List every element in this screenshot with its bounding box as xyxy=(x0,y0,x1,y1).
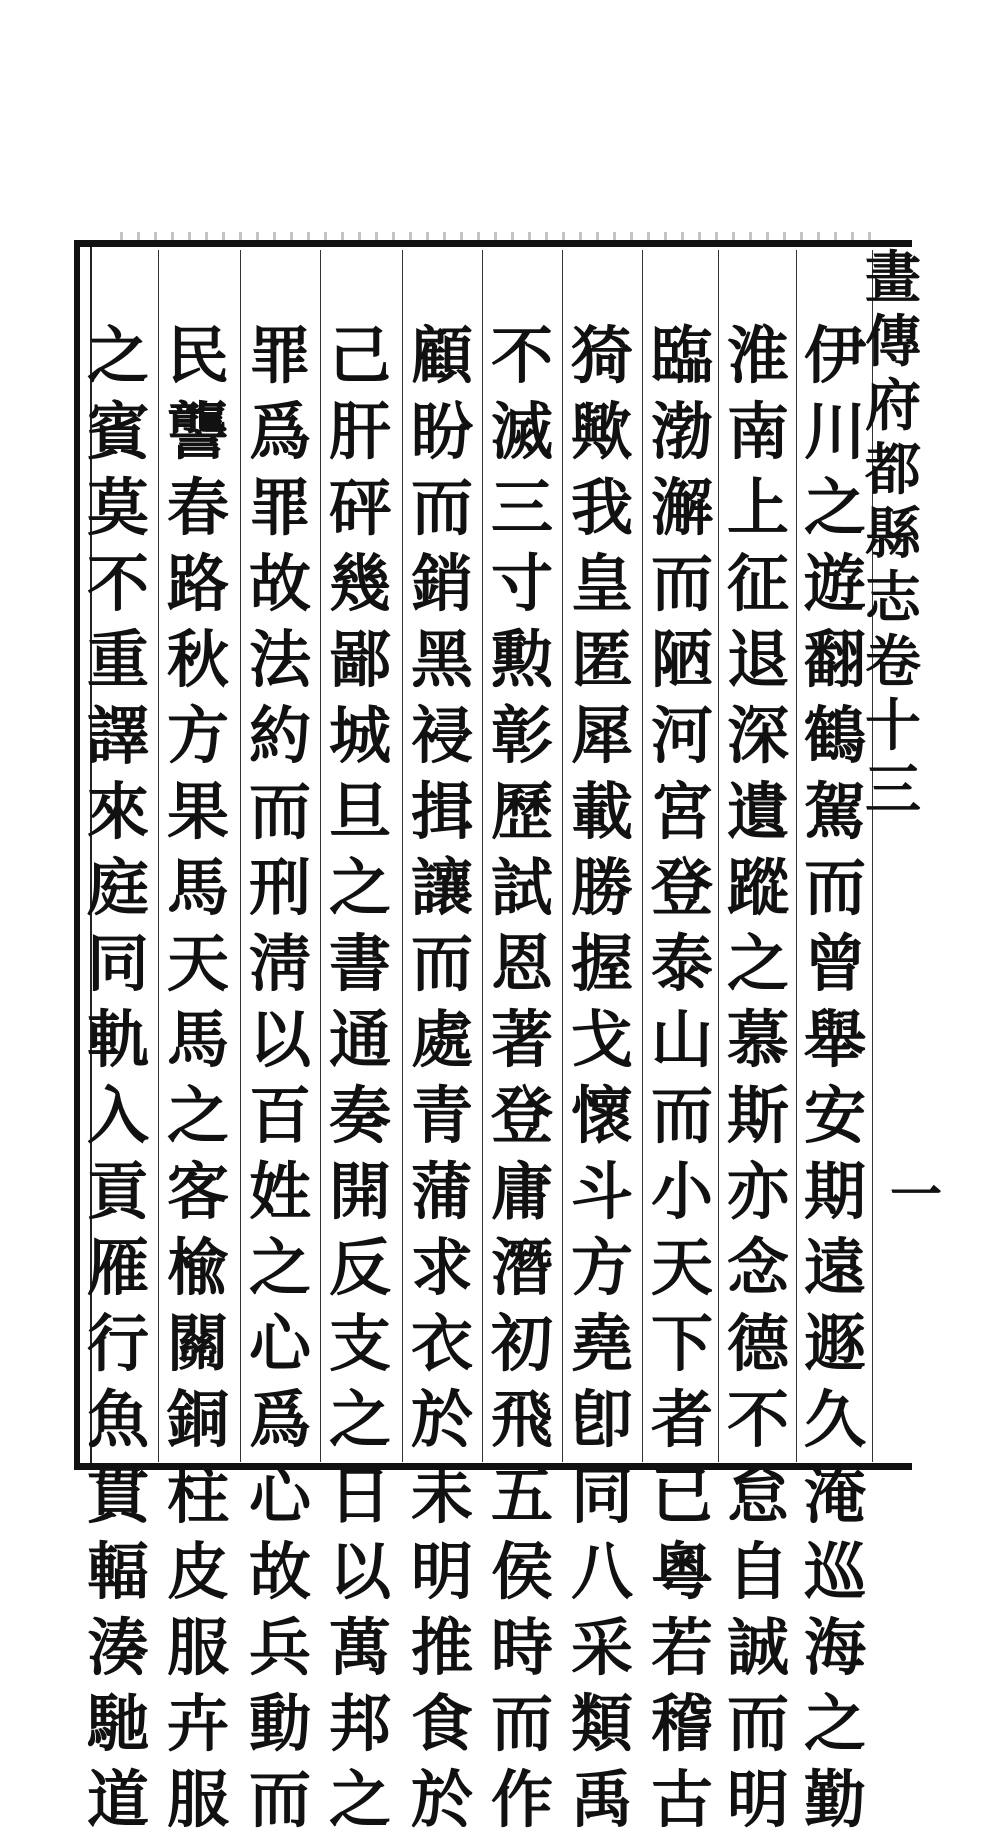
glyph: 遠 xyxy=(803,1231,866,1304)
glyph: 來 xyxy=(86,775,149,848)
glyph: 著 xyxy=(490,1003,553,1076)
glyph: 臨 xyxy=(650,319,713,392)
glyph: 類 xyxy=(570,1687,633,1760)
glyph: 淮 xyxy=(726,319,789,392)
glyph: 之 xyxy=(328,851,391,924)
glyph: 而 xyxy=(726,1687,789,1760)
glyph: 河 xyxy=(650,699,713,772)
glyph: 心 xyxy=(248,1459,311,1532)
glyph: 不 xyxy=(490,319,553,392)
glyph: 之 xyxy=(248,1231,311,1304)
glyph: 天 xyxy=(650,1231,713,1304)
glyph: 路 xyxy=(166,547,229,620)
top-edge-specks xyxy=(120,232,880,240)
banner-glyph: 十 xyxy=(865,693,921,759)
glyph: 卉 xyxy=(166,1687,229,1760)
glyph: 古 xyxy=(650,1763,713,1836)
glyph: 開 xyxy=(328,1155,391,1228)
glyph: 握 xyxy=(570,927,633,1000)
glyph: 秋 xyxy=(166,623,229,696)
glyph: 而 xyxy=(490,1687,553,1760)
glyph: 書 xyxy=(328,927,391,1000)
glyph: 鶴 xyxy=(803,699,866,772)
glyph: 曾 xyxy=(803,927,866,1000)
banner-glyph: 畫 xyxy=(865,245,921,311)
glyph: 青 xyxy=(410,1079,473,1152)
glyph: 而 xyxy=(803,851,866,924)
glyph: 亦 xyxy=(726,1155,789,1228)
glyph: 飛 xyxy=(490,1383,553,1456)
glyph: 通 xyxy=(328,1003,391,1076)
glyph: 澥 xyxy=(650,471,713,544)
glyph: 輻 xyxy=(86,1535,149,1608)
glyph: 反 xyxy=(328,1231,391,1304)
text-column-5 xyxy=(482,318,562,1838)
glyph: 而 xyxy=(410,471,473,544)
glyph: 同 xyxy=(86,927,149,1000)
glyph: 行 xyxy=(86,1307,149,1380)
glyph: 蒲 xyxy=(410,1155,473,1228)
glyph: 期 xyxy=(803,1155,866,1228)
glyph: 陋 xyxy=(650,623,713,696)
glyph: 泰 xyxy=(650,927,713,1000)
glyph: 禹 xyxy=(570,1763,633,1836)
glyph: 服 xyxy=(166,1763,229,1836)
glyph: 雁 xyxy=(86,1231,149,1304)
glyph: 歷 xyxy=(490,775,553,848)
glyph: 道 xyxy=(86,1763,149,1836)
glyph: 故 xyxy=(248,1535,311,1608)
glyph: 遺 xyxy=(726,775,789,848)
glyph: 戈 xyxy=(570,1003,633,1076)
glyph: 我 xyxy=(570,471,633,544)
glyph: 之 xyxy=(803,1687,866,1760)
banner-glyph: 都 xyxy=(865,437,921,503)
glyph: 約 xyxy=(248,699,311,772)
glyph: 心 xyxy=(248,1307,311,1380)
banner-glyph: 縣 xyxy=(865,501,921,567)
glyph: 銅 xyxy=(166,1383,229,1456)
glyph: 湊 xyxy=(86,1611,149,1684)
glyph: 銷 xyxy=(410,547,473,620)
glyph: 馬 xyxy=(166,1003,229,1076)
glyph: 砰 xyxy=(328,471,391,544)
glyph: 罪 xyxy=(248,471,311,544)
text-column-2 xyxy=(718,318,798,1838)
glyph: 征 xyxy=(726,547,789,620)
banner-title xyxy=(865,245,921,823)
text-column-10 xyxy=(78,318,158,1838)
glyph: 登 xyxy=(490,1079,553,1152)
glyph: 莫 xyxy=(86,471,149,544)
glyph: 天 xyxy=(166,927,229,1000)
glyph: 遊 xyxy=(803,547,866,620)
glyph: 德 xyxy=(726,1307,789,1380)
text-column-7 xyxy=(320,318,400,1838)
glyph: 邦 xyxy=(328,1687,391,1760)
glyph: 堯 xyxy=(570,1307,633,1380)
glyph: 小 xyxy=(650,1155,713,1228)
glyph: 勤 xyxy=(803,1763,866,1836)
glyph: 犀 xyxy=(570,699,633,772)
glyph: 己 xyxy=(328,319,391,392)
glyph: 動 xyxy=(248,1687,311,1760)
glyph: 皇 xyxy=(570,547,633,620)
banner-glyph: 卷 xyxy=(865,629,921,695)
glyph: 未 xyxy=(410,1459,473,1532)
glyph: 鄙 xyxy=(328,623,391,696)
glyph: 盼 xyxy=(410,395,473,468)
glyph: 法 xyxy=(248,623,311,696)
glyph: 求 xyxy=(410,1231,473,1304)
text-column-3 xyxy=(642,318,722,1838)
glyph: 之 xyxy=(328,1763,391,1836)
glyph: 民 xyxy=(166,319,229,392)
glyph: 春 xyxy=(166,471,229,544)
glyph: 賓 xyxy=(86,395,149,468)
glyph: 之 xyxy=(803,471,866,544)
glyph: 者 xyxy=(650,1383,713,1456)
glyph: 而 xyxy=(650,1079,713,1152)
glyph: 軌 xyxy=(86,1003,149,1076)
glyph: 萬 xyxy=(328,1611,391,1684)
glyph: 入 xyxy=(86,1079,149,1152)
glyph: 關 xyxy=(166,1307,229,1380)
glyph: 祲 xyxy=(410,699,473,772)
glyph: 久 xyxy=(803,1383,866,1456)
glyph: 處 xyxy=(410,1003,473,1076)
glyph: 南 xyxy=(726,395,789,468)
glyph: 時 xyxy=(490,1611,553,1684)
glyph: 載 xyxy=(570,775,633,848)
glyph: 寸 xyxy=(490,547,553,620)
glyph: 登 xyxy=(650,851,713,924)
glyph: 而 xyxy=(248,775,311,848)
glyph: 客 xyxy=(166,1155,229,1228)
banner-glyph: 傳 xyxy=(865,309,921,375)
glyph: 恩 xyxy=(490,927,553,1000)
glyph: 馳 xyxy=(86,1687,149,1760)
glyph: 不 xyxy=(86,547,149,620)
glyph: 潛 xyxy=(490,1231,553,1304)
glyph: 舉 xyxy=(803,1003,866,1076)
glyph: 淹 xyxy=(803,1459,866,1532)
glyph: 爲 xyxy=(248,1383,311,1456)
glyph: 服 xyxy=(166,1611,229,1684)
glyph: 三 xyxy=(490,471,553,544)
glyph: 伊 xyxy=(803,319,866,392)
glyph: 試 xyxy=(490,851,553,924)
glyph: 支 xyxy=(328,1307,391,1380)
glyph: 刑 xyxy=(248,851,311,924)
glyph: 八 xyxy=(570,1535,633,1608)
glyph: 誠 xyxy=(726,1611,789,1684)
glyph: 明 xyxy=(726,1763,789,1836)
glyph: 彰 xyxy=(490,699,553,772)
glyph: 柱 xyxy=(166,1459,229,1532)
glyph: 於 xyxy=(410,1383,473,1456)
glyph: 歟 xyxy=(570,395,633,468)
glyph: 故 xyxy=(248,547,311,620)
glyph: 采 xyxy=(570,1611,633,1684)
glyph: 重 xyxy=(86,623,149,696)
glyph: 不 xyxy=(726,1383,789,1456)
glyph: 巡 xyxy=(803,1535,866,1608)
glyph: 深 xyxy=(726,699,789,772)
glyph: 自 xyxy=(726,1535,789,1608)
glyph: 貫 xyxy=(86,1459,149,1532)
glyph: 城 xyxy=(328,699,391,772)
text-column-6 xyxy=(402,318,482,1838)
banner-glyph: 府 xyxy=(865,373,921,439)
glyph: 作 xyxy=(490,1763,553,1836)
glyph: 奏 xyxy=(328,1079,391,1152)
glyph: 幾 xyxy=(328,547,391,620)
glyph: 翻 xyxy=(803,623,866,696)
glyph: 方 xyxy=(166,699,229,772)
glyph: 懷 xyxy=(570,1079,633,1152)
banner-glyph: 志 xyxy=(865,565,921,631)
glyph: 若 xyxy=(650,1611,713,1684)
glyph: 駕 xyxy=(803,775,866,848)
glyph: 庸 xyxy=(490,1155,553,1228)
glyph: 顧 xyxy=(410,319,473,392)
glyph: 而 xyxy=(410,927,473,1000)
glyph: 姓 xyxy=(248,1155,311,1228)
glyph: 慕 xyxy=(726,1003,789,1076)
glyph: 勲 xyxy=(490,623,553,696)
glyph: 食 xyxy=(410,1687,473,1760)
glyph: 下 xyxy=(650,1307,713,1380)
glyph: 之 xyxy=(166,1079,229,1152)
glyph: 斗 xyxy=(570,1155,633,1228)
glyph: 方 xyxy=(570,1231,633,1304)
glyph: 渤 xyxy=(650,395,713,468)
glyph: 黑 xyxy=(410,623,473,696)
text-column-8 xyxy=(240,318,320,1838)
glyph: 退 xyxy=(726,623,789,696)
glyph: 同 xyxy=(570,1459,633,1532)
glyph: 之 xyxy=(726,927,789,1000)
glyph: 爲 xyxy=(248,395,311,468)
page-number: 一 xyxy=(890,1165,943,1226)
glyph: 安 xyxy=(803,1079,866,1152)
glyph: 旦 xyxy=(328,775,391,848)
glyph: 罪 xyxy=(248,319,311,392)
glyph: 日 xyxy=(328,1459,391,1532)
glyph: 勝 xyxy=(570,851,633,924)
glyph: 稽 xyxy=(650,1687,713,1760)
glyph: 庭 xyxy=(86,851,149,924)
glyph: 山 xyxy=(650,1003,713,1076)
glyph: 於 xyxy=(410,1763,473,1836)
glyph: 已 xyxy=(650,1459,713,1532)
glyph: 之 xyxy=(86,319,149,392)
glyph: 馬 xyxy=(166,851,229,924)
text-column-4 xyxy=(562,318,642,1838)
glyph: 滅 xyxy=(490,395,553,468)
banner-glyph: 三 xyxy=(865,757,921,823)
glyph: 果 xyxy=(166,775,229,848)
glyph: 楡 xyxy=(166,1231,229,1304)
glyph: 皮 xyxy=(166,1535,229,1608)
glyph: 譯 xyxy=(86,699,149,772)
glyph: 宮 xyxy=(650,775,713,848)
glyph: 蹤 xyxy=(726,851,789,924)
glyph: 讋 xyxy=(166,395,229,468)
glyph: 川 xyxy=(803,395,866,468)
glyph: 淸 xyxy=(248,927,311,1000)
glyph: 而 xyxy=(248,1763,311,1836)
glyph: 海 xyxy=(803,1611,866,1684)
glyph: 五 xyxy=(490,1459,553,1532)
glyph: 初 xyxy=(490,1307,553,1380)
glyph: 遯 xyxy=(803,1307,866,1380)
glyph: 匿 xyxy=(570,623,633,696)
glyph: 貢 xyxy=(86,1155,149,1228)
glyph: 以 xyxy=(248,1003,311,1076)
glyph: 粵 xyxy=(650,1535,713,1608)
glyph: 猗 xyxy=(570,319,633,392)
glyph: 肝 xyxy=(328,395,391,468)
glyph: 明 xyxy=(410,1535,473,1608)
glyph: 而 xyxy=(650,547,713,620)
glyph: 上 xyxy=(726,471,789,544)
glyph: 怠 xyxy=(726,1459,789,1532)
glyph: 侯 xyxy=(490,1535,553,1608)
glyph: 之 xyxy=(328,1383,391,1456)
glyph: 百 xyxy=(248,1079,311,1152)
glyph: 以 xyxy=(328,1535,391,1608)
glyph: 兵 xyxy=(248,1611,311,1684)
glyph: 讓 xyxy=(410,851,473,924)
glyph: 念 xyxy=(726,1231,789,1304)
glyph: 衣 xyxy=(410,1307,473,1380)
text-column-1 xyxy=(795,318,875,1838)
glyph: 揖 xyxy=(410,775,473,848)
glyph: 推 xyxy=(410,1611,473,1684)
glyph: 卽 xyxy=(570,1383,633,1456)
glyph: 魚 xyxy=(86,1383,149,1456)
text-column-9 xyxy=(158,318,238,1838)
glyph: 斯 xyxy=(726,1079,789,1152)
